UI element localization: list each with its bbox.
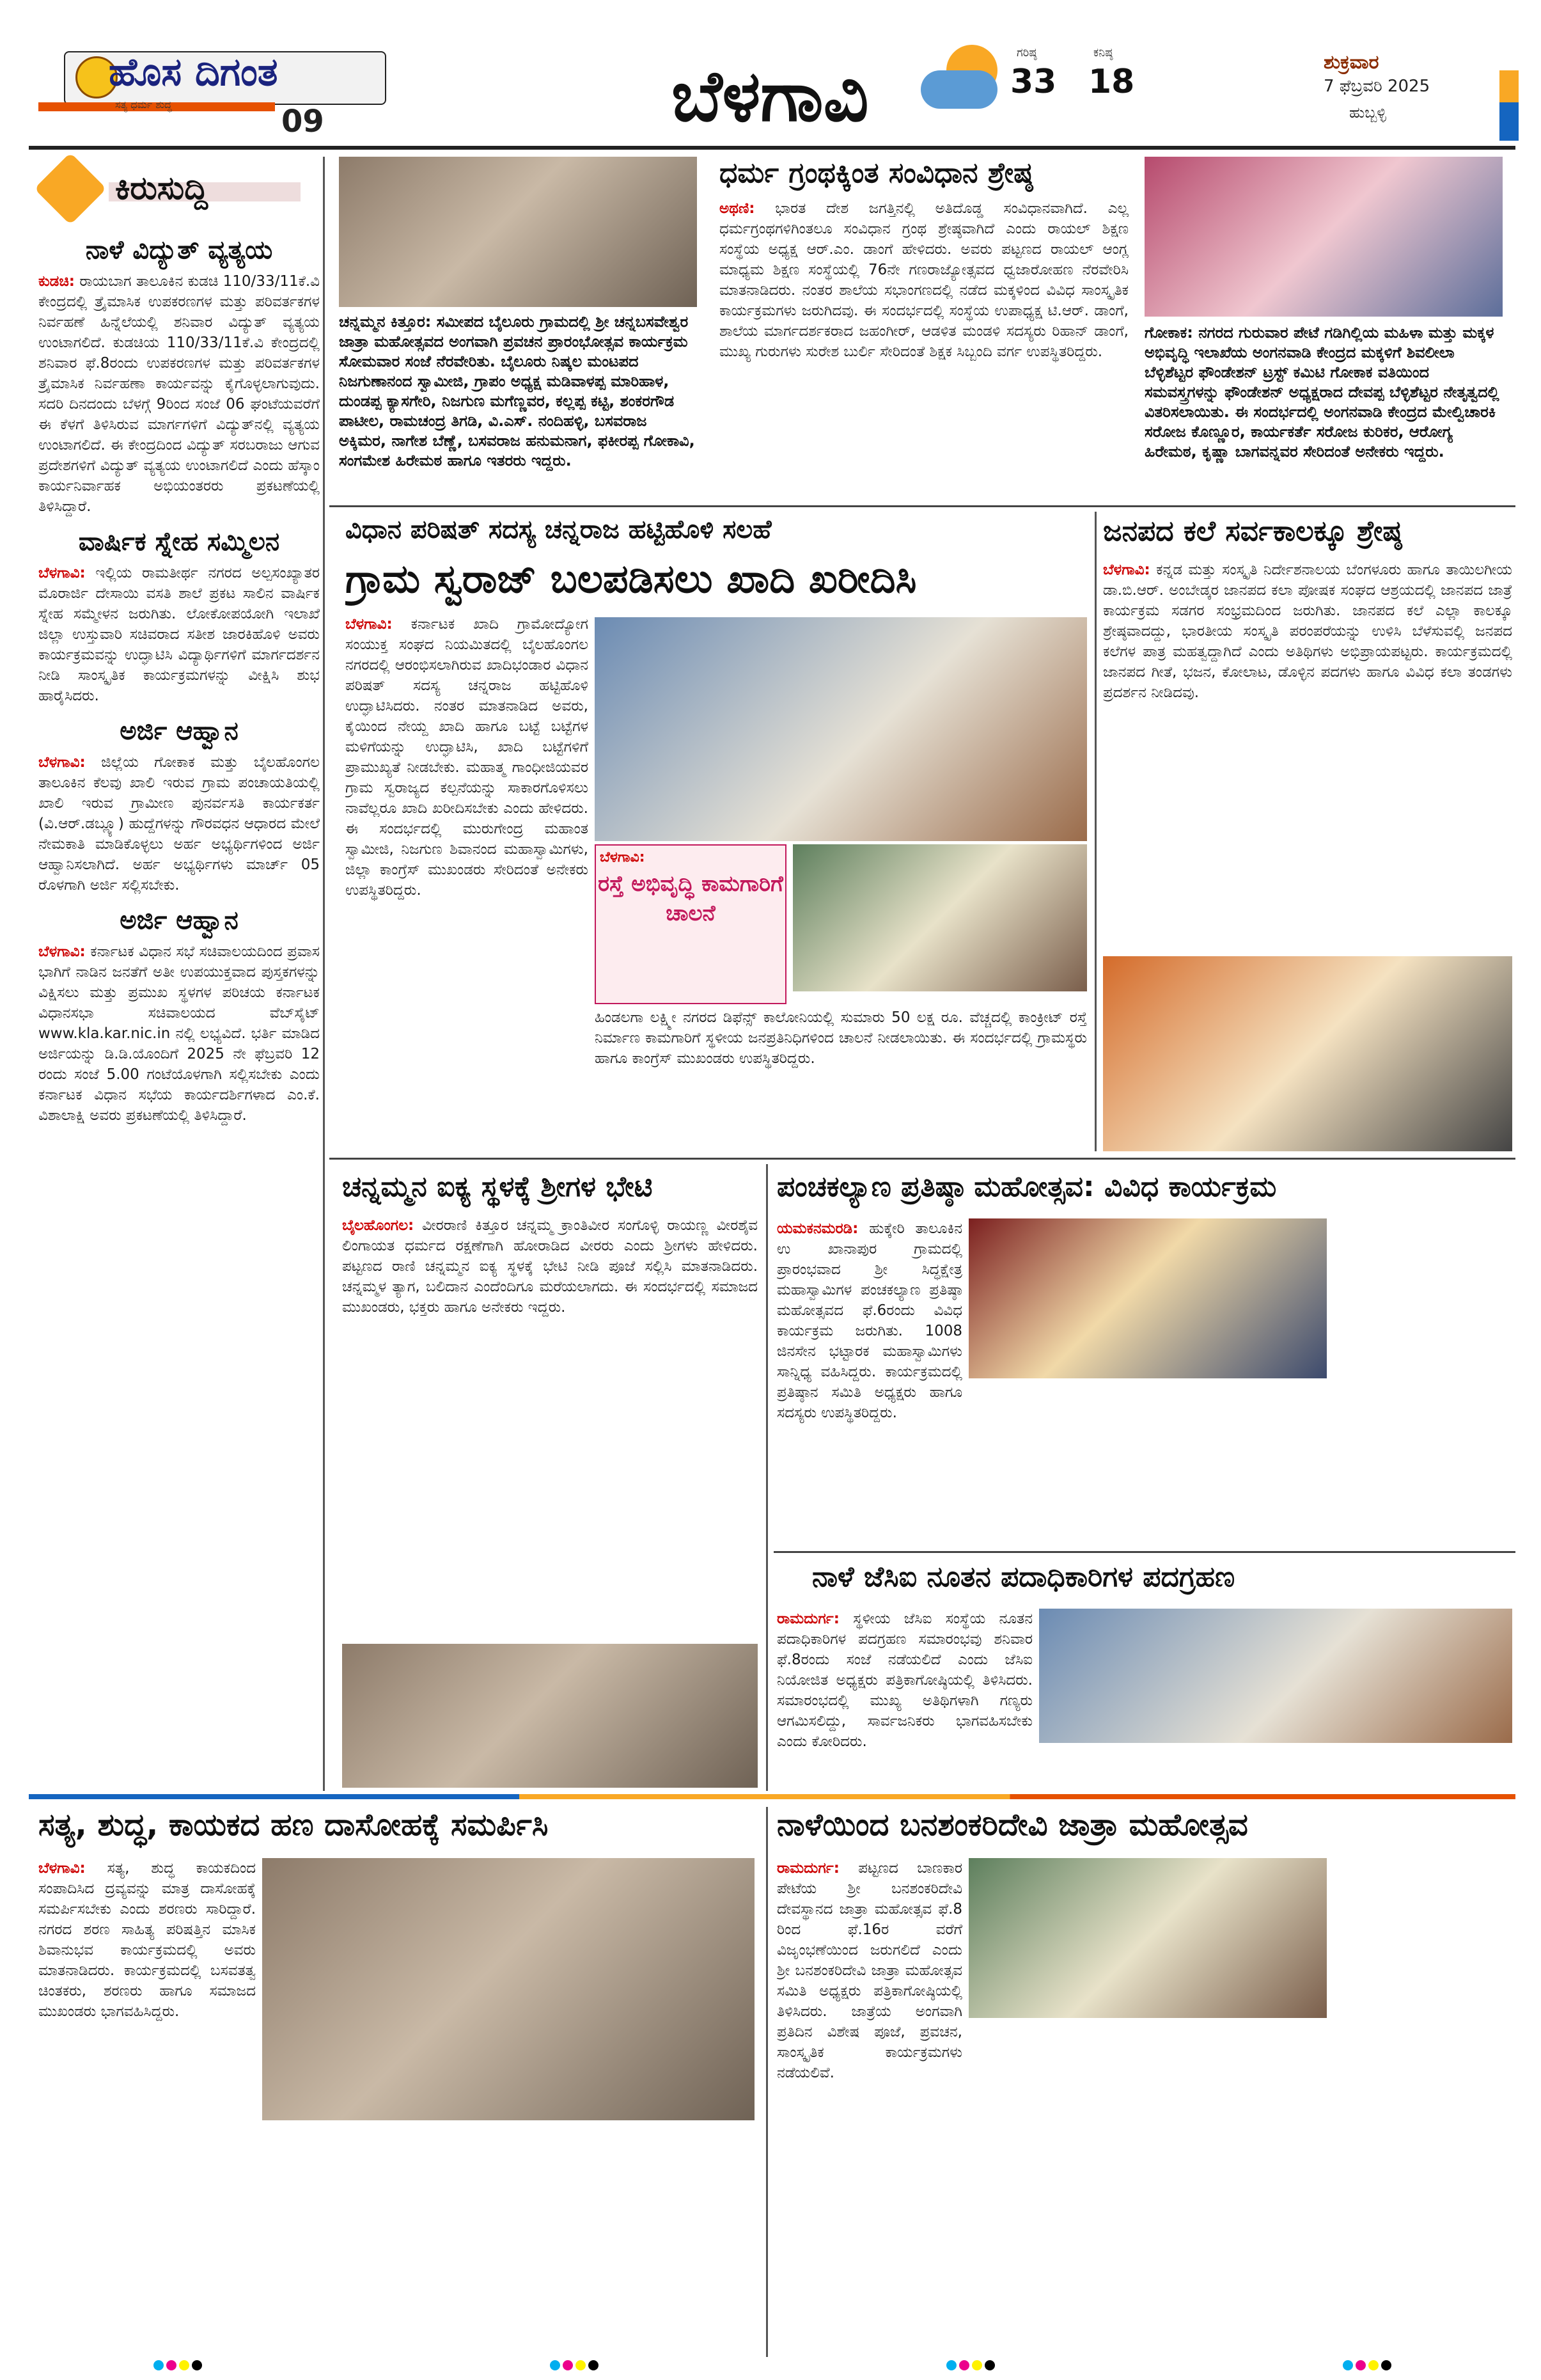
kirusuddi-header <box>38 157 307 233</box>
story-channamma-text: ವೀರರಾಣಿ ಕಿತ್ತೂರ ಚನ್ನಮ್ಮ ಕ್ರಾಂತಿವೀರ ಸಂಗೊಳ್ಳಿ ರಾಯಣ್ಣ ವೀರಶೈವ ಲಿಂಗಾಯತ ಧರ್ಮದ ರಕ್ಷಣೆಗಾಗಿ ಹೋರಾಡಿದ ವೀರರು ಎಂದು ಶ್ರೀಗಳು ಹೇಳಿದರು. ಪಟ್ಟಣದ ರಾಣಿ ಚನ್ನಮ್ಮನ ಐಕ್ಯ ಸ್ಥಳಕ್ಕೆ ಭೇಟಿ ನೀಡಿ ಪೂಜೆ ಸಲ್ಲಿಸಿ ಮಾತನಾಡಿದರು. ಚನ್ನಮ್ಮಳ ತ್ಯಾಗ, ಬಲಿದಾನ ಎಂದೆಂದಿಗೂ ಮರೆಯಲಾಗದು. ಈ ಸಂದರ್ಭದಲ್ಲಿ ಸಮಾಜದ ಮುಖಂಡರು, ಭಕ್ತರು ಹಾಗೂ ಅನೇಕರು ಇದ್ದರು. <box>342 1217 758 1316</box>
brief-headline: ವಾರ್ಷಿಕ ಸ್ನೇಹ ಸಮ್ಮಿಲನ <box>78 527 280 556</box>
headline-jci: ನಾಳೆ ಜೆಸಿಐ ನೂತನ ಪದಾಧಿಕಾರಿಗಳ ಪದಗ್ರಹಣ <box>812 1561 1235 1593</box>
brief-body <box>38 271 320 517</box>
magenta-dot <box>166 2360 176 2370</box>
brief-dateline: ಬೆಳಗಾವಿ: <box>38 754 86 771</box>
cyan-dot <box>550 2360 560 2370</box>
section-divider <box>774 1551 1515 1553</box>
dateline-jci: ರಾಮದುರ್ಗ: <box>777 1611 840 1627</box>
magenta-dot <box>1356 2360 1366 2370</box>
temp-max: 33 <box>1010 63 1057 101</box>
yellow-dot <box>179 2360 189 2370</box>
photo-chikkodi-event <box>339 157 697 307</box>
brief-item <box>38 527 320 706</box>
brief-item <box>38 906 320 1126</box>
photo-panchakalyana <box>969 1218 1327 1378</box>
dateline-khadi: ಬೆಳಗಾವಿ: <box>345 616 393 633</box>
column-divider <box>766 1807 768 2357</box>
yellow-dot <box>972 2360 982 2370</box>
photo-khadi-inauguration <box>595 617 1087 841</box>
brief-headline: ನಾಳೆ ವಿದ್ಯುತ್ ವ್ಯತ್ಯಯ <box>85 235 273 265</box>
magenta-dot <box>959 2360 969 2370</box>
print-registration-marks <box>1343 2360 1394 2372</box>
story-panchakalyana-text: ಹುಕ್ಕೇರಿ ತಾಲೂಕಿನ ಉ ಖಾನಾಪುರ ಗ್ರಾಮದಲ್ಲಿ ಪ್ರಾರಂಭವಾದ ಶ್ರೀ ಸಿದ್ಧಕ್ಷೇತ್ರ ಮಹಾಸ್ವಾಮಿಗಳ ಪಂಚಕಲ್ಯಾಣ ಪ್ರತಿಷ್ಠಾ ಮಹೋತ್ಸವದ ಫೆ.6ರಂದು ವಿವಿಧ ಕಾರ್ಯಕ್ರಮ ಜರುಗಿತು. 1008 ಜಿನಸೇನ ಭಟ್ಟಾರಕ ಮಹಾಸ್ವಾಮಿಗಳು ಸಾನ್ನಿಧ್ಯ ವಹಿಸಿದ್ದರು. ಕಾರ್ಯಕ್ರಮದಲ್ಲಿ ಪ್ರತಿಷ್ಠಾನ ಸಮಿತಿ ಅಧ್ಯಕ್ಷರು ಹಾಗೂ ಸದಸ್ಯರು ಉಪಸ್ಥಿತರಿದ್ದರು. <box>777 1220 962 1421</box>
cyan-dot <box>946 2360 957 2370</box>
photo-channamma-visit <box>342 1644 758 1788</box>
brief-dateline: ಬೆಳಗಾವಿ: <box>38 943 86 960</box>
story-jci-body <box>777 1609 1033 1791</box>
headline-dharma: ಧರ್ಮ ಗ್ರಂಥಕ್ಕಿಂತ ಸಂವಿಧಾನ ಶ್ರೇಷ್ಠ <box>719 157 1033 189</box>
print-registration-marks <box>946 2360 997 2372</box>
black-dot <box>1381 2360 1391 2370</box>
story-khadi-text: ಕರ್ನಾಟಕ ಖಾದಿ ಗ್ರಾಮೋದ್ಯೋಗ ಸಂಯುಕ್ತ ಸಂಘದ ನಿಯಮಿತದಲ್ಲಿ ಬೈಲಹೊಂಗಲ ನಗರದಲ್ಲಿ ಆರಂಭಿಸಲಾಗಿರುವ ಖಾದಿಭಂಡಾರ ವಿಧಾನ ಪರಿಷತ್ ಸದಸ್ಯ ಚನ್ನರಾಜ ಹಟ್ಟಿಹೊಳಿ ಉದ್ಘಾಟಿಸಿದರು. ನಂತರ ಮಾತನಾಡಿದ ಅವರು, ಕೈಯಿಂದ ನೇಯ್ದ ಖಾದಿ ಹಾಗೂ ಬಟ್ಟೆ ಬಟ್ಟೆಗಳ ಮಳಿಗೆಯನ್ನು ಉದ್ಘಾಟಿಸಿ, ಖಾದಿ ಬಟ್ಟೆಗಳಿಗೆ ಪ್ರಾಮುಖ್ಯತೆ ನೀಡಬೇಕು. ಮಹಾತ್ಮ ಗಾಂಧೀಜಿಯವರ ಗ್ರಾಮ ಸ್ವರಾಜ್ಯದ ಕಲ್ಪನೆಯನ್ನು ಸಾಕಾರಗೊಳಿಸಲು ನಾವೆಲ್ಲರೂ ಖಾದಿ ಖರೀದಿಸಬೇಕು ಎಂದು ಹೇಳಿದರು. ಈ ಸಂದರ್ಭದಲ್ಲಿ ಮುರುಗೇಂದ್ರ ಮಹಾಂತ ಸ್ವಾಮೀಜಿ, ನಿಜಗುಣ ಶಿವಾನಂದ ಮಹಾಸ್ವಾಮಿಗಳು, ಜಿಲ್ಲಾ ಕಾಂಗ್ರೆಸ್ ಮುಖಂಡರು ಸೇರಿದಂತೆ ಅನೇಕರು ಉಪಸ್ಥಿತರಿದ್ದರು. <box>345 616 588 899</box>
column-divider <box>766 1164 768 1791</box>
photo-jci-press <box>1039 1609 1512 1743</box>
page-number: 09 <box>281 104 324 139</box>
headline-channamma: ಚನ್ನಮ್ಮನ ಐಕ್ಯ ಸ್ಥಳಕ್ಕೆ ಶ್ರೀಗಳ ಭೇಟಿ <box>342 1170 653 1203</box>
headline-janapada: ಜನಪದ ಕಲೆ ಸರ್ವಕಾಲಕ್ಕೂ ಶ್ರೇಷ್ಠ <box>1103 515 1402 548</box>
cyan-dot <box>1343 2360 1353 2370</box>
story-khadi-body <box>345 614 588 1151</box>
story-banashankari-body <box>777 1858 962 2351</box>
brief-item <box>38 235 320 517</box>
brief-body <box>38 563 320 706</box>
brief-body <box>38 942 320 1126</box>
photo-road-work <box>793 844 1087 991</box>
headline-panchakalyana: ಪಂಚಕಲ್ಯಾಣ ಪ್ರತಿಷ್ಠಾ ಮಹೋತ್ಸವ: ವಿವಿಧ ಕಾರ್ಯಕ್ರಮ <box>777 1170 1277 1203</box>
black-dot <box>985 2360 995 2370</box>
dateline-banashankari: ರಾಮದುರ್ಗ: <box>777 1860 840 1877</box>
dateline-janapada: ಬೆಳಗಾವಿ: <box>1103 562 1150 578</box>
photo-gokak-anganwadi <box>1145 157 1503 317</box>
dateline-block <box>1324 51 1515 141</box>
caption-gokak: ಗೋಕಾಕ: ನಗರದ ಗುರುವಾರ ಪೇಟೆ ಗಡಿಗಿಲ್ಲಿಯ ಮಹಿಳಾ ಮತ್ತು ಮಕ್ಕಳ ಅಭಿವೃದ್ಧಿ ಇಲಾಖೆಯ ಅಂಗನವಾಡಿ ಕೇಂದ್ರದ ಮಕ್ಕಳಿಗೆ ಶಿವಲೀಲಾ ಬೆಳ್ಳಿಶೆಟ್ಟರ ಫೌಂಡೇಶನ್ ಟ್ರಸ್ಟ್ ಕಮಿಟಿ ಗೋಕಾಕ ವತಿಯಿಂದ ಸಮವಸ್ತ್ರಗಳನ್ನು ಫೌಂಡೇಶನ್ ಅಧ್ಯಕ್ಷರಾದ ದೇವಪ್ಪ ಬೆಳ್ಳಿಶೆಟ್ಟರ ನೇತೃತ್ವದಲ್ಲಿ ವಿತರಿಸಲಾಯಿತು. ಈ ಸಂದರ್ಭದಲ್ಲಿ ಅಂಗನವಾಡಿ ಕೇಂದ್ರದ ಮೇಲ್ವಿಚಾರಕಿ ಸರೋಜ ಕೊಣ್ಣೂರ, ಕಾರ್ಯಕರ್ತೆ ಸರೋಜ ಕುರಿಕರ, ಆರೋಗ್ಯ ಹಿರೇಮಠ, ಕೃಷ್ಣಾ ಬಾಗವನ್ನವರ ಸೇರಿದಂತೆ ಅನೇಕರು ಇದ್ದರು. <box>1145 324 1499 461</box>
photo-dasoha-program <box>262 1858 755 2120</box>
weather-icon <box>921 45 1010 122</box>
brief-text: ರಾಯಬಾಗ ತಾಲೂಕಿನ ಕುಡಚಿ 110/33/11ಕೆ.ವಿ ಕೇಂದ್ರದಲ್ಲಿ ತ್ರೈಮಾಸಿಕ ಉಪಕರಣಗಳ ಮತ್ತು ಪರಿವರ್ತಕಗಳ ನಿರ್ವಹಣೆ ಹಿನ್ನೆಲೆಯಲ್ಲಿ ಶನಿವಾರ ವಿದ್ಯುತ್ ವ್ಯತ್ಯಯ ಉಂಟಾಗಲಿದೆ. ಕುಡಚಿಯ 110/33/11ಕೆ.ವಿ ಕೇಂದ್ರದಲ್ಲಿ ಶನಿವಾರ ಫೆ.8ರಂದು ಉಪಕರಣಗಳ ಮತ್ತು ಪರಿವರ್ತಕಗಳ ತ್ರೈಮಾಸಿಕ ನಿರ್ವಹಣಾ ಕಾರ್ಯವನ್ನು ಕೈಗೊಳ್ಳಲಾಗುವುದು. ಸದರಿ ದಿನದಂದು ಬೆಳಗ್ಗೆ 9ರಿಂದ ಸಂಜೆ 06 ಘಂಟೆಯವರೆಗೆ ಈ ಕೆಳಗೆ ತಿಳಿಸಿರುವ ಮಾರ್ಗಗಳಿಗೆ ವಿದ್ಯುತ್‌ನಲ್ಲಿ ವ್ಯತ್ಯಯ ಉಂಟಾಗಲಿದೆ. ಈ ಕೇಂದ್ರದಿಂದ ವಿದ್ಯುತ್ ಸರಬರಾಜು ಆಗುವ ಪ್ರದೇಶಗಳಿಗೆ ವಿದ್ಯುತ್ ವ್ಯತ್ಯಯ ಉಂಟಾಗಲಿದೆ ಎಂದು ಹೆಸ್ಕಾಂ ಕಾರ್ಯನಿರ್ವಾಹಕ ಅಭಿಯಂತರರು ಪ್ರಕಟಣೆಯಲ್ಲಿ ತಿಳಿಸಿದ್ದಾರೆ. <box>38 273 320 515</box>
story-dasoha-body <box>38 1858 256 2351</box>
headline-banashankari: ನಾಳೆಯಿಂದ ಬನಶಂಕರಿದೇವಿ ಜಾತ್ರಾ ಮಹೋತ್ಸವ <box>777 1807 1248 1843</box>
brief-item <box>38 716 320 895</box>
story-dharma-text: ಭಾರತ ದೇಶ ಜಗತ್ತಿನಲ್ಲಿ ಅತಿದೊಡ್ಡ ಸಂವಿಧಾನವಾಗಿದೆ. ಎಲ್ಲ ಧರ್ಮಗ್ರಂಥಗಳಿಗಿಂತಲೂ ಸಂವಿಧಾನ ಗ್ರಂಥ ಶ್ರೇಷ್ಠವಾಗಿದೆ ಎಂದು ರಾಯಲ್ ಶಿಕ್ಷಣ ಸಂಸ್ಥೆಯ ಅಧ್ಯಕ್ಷ ಆರ್.ಎಂ. ಡಾಂಗೆ ಹೇಳಿದರು. ಅವರು ಪಟ್ಟಣದ ರಾಯಲ್ ಆಂಗ್ಲ ಮಾಧ್ಯಮ ಶಿಕ್ಷಣ ಸಂಸ್ಥೆಯಲ್ಲಿ 76ನೇ ಗಣರಾಜ್ಯೋತ್ಸವದ ಧ್ವಜಾರೋಹಣ ನೆರವೇರಿಸಿ ಮಾತನಾಡಿದರು. ನಂತರ ಶಾಲೆಯ ಸಭಾಂಗಣದಲ್ಲಿ ನಡೆದ ಮಕ್ಕಳಿಂದ ವಿವಿಧ ಸಾಂಸ್ಕೃತಿಕ ಕಾರ್ಯಕ್ರಮಗಳು ಜರುಗಿದವು. ಈ ಸಂದರ್ಭದಲ್ಲಿ ಸಂಸ್ಥೆಯ ಉಪಾಧ್ಯಕ್ಷ ಟಿ.ಆರ್. ಡಾಂಗೆ, ಶಾಲೆಯ ಮಾರ್ಗದರ್ಶಕರಾದ ಜಹಂಗೀರ್, ಆಡಳಿತ ಮಂಡಳಿ ಸದಸ್ಯರು ರಿಹಾನ್ ಡಾಂಗೆ, ಮುಖ್ಯ ಗುರುಗಳು ಸುರೇಶ ಬುರ್ಲಿ ಸೇರಿದಂತೆ ಶಿಕ್ಷಕ ಸಿಬ್ಬಂದಿ ವರ್ಗ ಉಪಸ್ಥಿತರಿದ್ದರು. <box>719 200 1129 360</box>
story-jci-text: ಸ್ಥಳೀಯ ಜೆಸಿಐ ಸಂಸ್ಥೆಯ ನೂತನ ಪದಾಧಿಕಾರಿಗಳ ಪದಗ್ರಹಣ ಸಮಾರಂಭವು ಶನಿವಾರ ಫೆ.8ರಂದು ಸಂಜೆ ನಡೆಯಲಿದೆ ಎಂದು ಜೆಸಿಐ ನಿಯೋಜಿತ ಅಧ್ಯಕ್ಷರು ಪತ್ರಿಕಾಗೋಷ್ಠಿಯಲ್ಲಿ ತಿಳಿಸಿದರು. ಸಮಾರಂಭದಲ್ಲಿ ಮುಖ್ಯ ಅತಿಥಿಗಳಾಗಿ ಗಣ್ಯರು ಆಗಮಿಸಲಿದ್ದು, ಸಾರ್ವಜನಿಕರು ಭಾಗವಹಿಸಬೇಕು ಎಂದು ಕೋರಿದರು. <box>777 1611 1033 1750</box>
story-janapada-body <box>1103 560 1512 950</box>
brief-dateline: ಕುಡಚಿ: <box>38 273 75 290</box>
brief-text: ಇಲ್ಲಿಯ ರಾಮತೀರ್ಥ ನಗರದ ಅಲ್ಪಸಂಖ್ಯಾತರ ಮೊರಾರ್ಜಿ ದೇಸಾಯಿ ವಸತಿ ಶಾಲೆ ಪ್ರಕಟ ಸಾಲಿನ ವಾರ್ಷಿಕ ಸ್ನೇಹ ಸಮ್ಮೇಳನ ಜರುಗಿತು. ಲೋಕೋಪಯೋಗಿ ಇಲಾಖೆ ಜಿಲ್ಲಾ ಉಸ್ತುವಾರಿ ಸಚಿವರಾದ ಸತೀಶ ಜಾರಕಿಹೊಳಿ ಅವರು ಕಾರ್ಯಕ್ರಮವನ್ನು ಉದ್ಘಾಟಿಸಿ ವಿದ್ಯಾರ್ಥಿಗಳಿಗೆ ಮಾರ್ಗದರ್ಶನ ನೀಡಿ ಸಾಂಸ್ಕೃತಿಕ ಕಾರ್ಯಕ್ರಮಗಳನ್ನು ವೀಕ್ಷಿಸಿ ಶುಭ ಹಾರೈಸಿದರು. <box>38 565 320 704</box>
dateline-channamma: ಬೈಲಹೊಂಗಲ: <box>342 1217 414 1234</box>
brief-dateline: ಬೆಳಗಾವಿ: <box>38 565 86 581</box>
issue-date: 7 ಫೆಬ್ರವರಿ 2025 <box>1324 77 1430 96</box>
black-dot <box>588 2360 598 2370</box>
dateline-panchakalyana: ಯಮಕನಮರಡಿ: <box>777 1220 859 1237</box>
story-channamma-body <box>342 1215 758 1637</box>
story-banashankari-text: ಪಟ್ಟಣದ ಬಾಣಕಾರ ಪೇಟೆಯ ಶ್ರೀ ಬನಶಂಕರಿದೇವಿ ದೇವಸ್ಥಾನದ ಜಾತ್ರಾ ಮಹೋತ್ಸವ ಫೆ.8 ರಿಂದ ಫೆ.16ರ ವರೆಗೆ ವಿಜೃಂಭಣೆಯಿಂದ ಜರುಗಲಿದೆ ಎಂದು ಶ್ರೀ ಬನಶಂಕರಿದೇವಿ ಜಾತ್ರಾ ಮಹೋತ್ಸವ ಸಮಿತಿ ಅಧ್ಯಕ್ಷರು ಪತ್ರಿಕಾಗೋಷ್ಠಿಯಲ್ಲಿ ತಿಳಿಸಿದರು. ಜಾತ್ರೆಯ ಅಂಗವಾಗಿ ಪ್ರತಿದಿನ ವಿಶೇಷ ಪೂಜೆ, ಪ್ರವಚನ, ಸಾಂಸ್ಕೃತಿಕ ಕಾರ್ಯಕ್ರಮಗಳು ನಡೆಯಲಿವೆ. <box>777 1860 962 2081</box>
temp-min-label: ಕನಿಷ್ಠ <box>1093 46 1113 59</box>
yellow-dot <box>575 2360 586 2370</box>
headline-road: ರಸ್ತೆ ಅಭಿವೃದ್ಧಿ ಕಾಮಗಾರಿಗೆ ಚಾಲನೆ <box>598 871 783 926</box>
kirusuddi-column <box>38 230 320 1797</box>
temp-max-label: ಗರಿಷ್ಠ <box>1017 46 1037 59</box>
masthead-logo <box>38 45 396 141</box>
brief-text: ಕರ್ನಾಟಕ ವಿಧಾನ ಸಭೆ ಸಚಿವಾಲಯದಿಂದ ಪ್ರವಾಸ ಭಾಗಿಗೆ ನಾಡಿನ ಜನತೆಗೆ ಅತೀ ಉಪಯುಕ್ತವಾದ ಪುಸ್ತಕಗಳನ್ನು ವಿಕ್ಷಿಸಲು ಮತ್ತು ಪ್ರಮುಖ ಸ್ಥಳಗಳ ಪರಿಚಯ ಕರ್ನಾಟಕ ವಿಧಾನಸಭಾ ಸಚಿವಾಲಯದ ವೆಬ್‌ಸೈಟ್‌ www.kla.kar.nic.in ನಲ್ಲಿ ಲಭ್ಯವಿದೆ. ಭರ್ತಿ ಮಾಡಿದ ಅರ್ಜಿಯನ್ನು ಡಿ.ಡಿ.ಯೊಂದಿಗೆ 2025 ನೇ ಫೆಬ್ರವರಿ 12 ರಂದು ಸಂಜೆ 5.00 ಗಂಟೆಯೊಳಗಾಗಿ ಸಲ್ಲಿಸಬೇಕು ಎಂದು ಕರ್ನಾಟಕ ವಿಧಾನ ಸಭೆಯ ಕಾರ್ಯದರ್ಶಿಗಳಾದ ಎಂ.ಕೆ. ವಿಶಾಲಾಕ್ಷಿ ಅವರು ಪ್ರಕಟಣೆಯಲ್ಲಿ ತಿಳಿಸಿದ್ದಾರೆ. <box>38 943 320 1124</box>
section-divider <box>329 1158 1515 1160</box>
masthead-rule <box>29 146 1515 150</box>
weekday: ಶುಕ್ರವಾರ <box>1324 51 1379 74</box>
headline-khadi: ಗ್ರಾಮ ಸ್ವರಾಜ್ ಬಲಪಡಿಸಲು ಖಾದಿ ಖರೀದಿಸಿ <box>345 555 917 602</box>
paper-tagline: ಸತ್ಯ ಧರ್ಮ ಶುದ್ಧ <box>115 99 172 111</box>
brief-text: ಜಿಲ್ಲೆಯ ಗೋಕಾಕ ಮತ್ತು ಬೈಲಹೊಂಗಲ ತಾಲೂಕಿನ ಕೆಲವು ಖಾಲಿ ಇರುವ ಗ್ರಾಮ ಪಂಚಾಯತಿಯಲ್ಲಿ ಖಾಲಿ ಇರುವ ಗ್ರಾಮೀಣ ಪುನರ್ವಸತಿ ಕಾರ್ಯಕರ್ತ (ವಿ.ಆರ್.ಡಬ್ಲ್ಯೂ) ಹುದ್ದೆಗಳನ್ನು ಗೌರವಧನ ಆಧಾರದ ಮೇಲೆ ನೇಮಕಾತಿ ಮಾಡಿಕೊಳ್ಳಲು ಅರ್ಹ ಅಭ್ಯರ್ಥಿಗಳಿಂದ ಅರ್ಜಿ ಆಹ್ವಾನಿಸಲಾಗಿದೆ. ಅರ್ಹ ಅಭ್ಯರ್ಥಿಗಳು ಮಾರ್ಚ್ 05 ರೊಳಗಾಗಿ ಅರ್ಜಿ ಸಲ್ಲಿಸಬೇಕು. <box>38 754 320 894</box>
issue-place: ಹುಬ್ಬಳ್ಳಿ <box>1349 104 1386 122</box>
magenta-dot <box>563 2360 573 2370</box>
temp-min: 18 <box>1088 63 1135 101</box>
dateline-dharma: ಅಥಣಿ: <box>719 200 755 217</box>
story-panchakalyana-body <box>777 1218 962 1545</box>
dateline-dasoha: ಬೆಳಗಾವಿ: <box>38 1860 86 1877</box>
story-dasoha-text: ಸತ್ಯ, ಶುದ್ಧ ಕಾಯಕದಿಂದ ಸಂಪಾದಿಸಿದ ದ್ರವ್ಯವನ್ನು ಮಾತ್ರ ದಾಸೋಹಕ್ಕೆ ಸಮರ್ಪಿಸಬೇಕು ಎಂದು ಶರಣರು ಸಾರಿದ್ದಾರೆ. ನಗರದ ಶರಣ ಸಾಹಿತ್ಯ ಪರಿಷತ್ತಿನ ಮಾಸಿಕ ಶಿವಾನುಭವ ಕಾರ್ಯಕ್ರಮದಲ್ಲಿ ಅವರು ಮಾತನಾಡಿದರು. ಕಾರ್ಯಕ್ರಮದಲ್ಲಿ ಬಸವತತ್ವ ಚಿಂತಕರು, ಶರಣರು ಹಾಗೂ ಸಮಾಜದ ಮುಖಂಡರು ಭಾಗವಹಿಸಿದ್ದರು. <box>38 1860 256 2020</box>
print-registration-marks <box>153 2360 205 2372</box>
brief-headline: ಅರ್ಜಿ ಆಹ್ವಾನ <box>120 716 239 746</box>
photo-janapada-event <box>1103 956 1512 1151</box>
inset-road-story <box>595 844 786 1004</box>
color-bar <box>1499 102 1519 141</box>
yellow-dot <box>1368 2360 1379 2370</box>
brief-body <box>38 752 320 895</box>
edition-name: ಬೆಳಗಾವಿ <box>671 55 869 137</box>
headline-dasoha: ಸತ್ಯ, ಶುದ್ಧ, ಕಾಯಕದ ಹಣ ದಾಸೋಹಕ್ಕೆ ಸಮರ್ಪಿಸಿ <box>38 1807 549 1843</box>
section-divider <box>329 505 1515 507</box>
section-stripe <box>29 1794 1515 1799</box>
photo-banashankari-press <box>969 1858 1327 2018</box>
temperature <box>1010 46 1164 123</box>
brief-headline: ಅರ್ಜಿ ಆಹ್ವಾನ <box>120 906 239 935</box>
cloud-icon <box>921 70 997 109</box>
column-divider <box>323 157 325 1791</box>
paper-name: ಹೊಸ ದಿಗಂತ <box>109 50 278 95</box>
color-bar <box>1499 70 1519 102</box>
black-dot <box>192 2360 202 2370</box>
story-dharma-body <box>719 198 1129 505</box>
kirusuddi-title: ಕಿರುಸುದ್ದಿ <box>115 169 208 207</box>
caption-chikkodi: ಚನ್ನಮ್ಮನ ಕಿತ್ತೂರ: ಸಮೀಪದ ಬೈಲೂರು ಗ್ರಾಮದಲ್ಲಿ ಶ್ರೀ ಚನ್ನಬಸವೇಶ್ವರ ಜಾತ್ರಾ ಮಹೋತ್ಸವದ ಅಂಗವಾಗಿ ಪ್ರವಚನ ಪ್ರಾರಂಭೋತ್ಸವ ಕಾರ್ಯಕ್ರಮ ಸೋಮವಾರ ಸಂಜೆ ನೆರವೇರಿತು. ಬೈಲೂರು ನಿಷ್ಕಲ ಮಂಟಪದ ನಿಜಗುಣಾನಂದ ಸ್ವಾಮೀಜಿ, ಗ್ರಾಪಂ ಅಧ್ಯಕ್ಷ ಮಡಿವಾಳಪ್ಪ ಮಾರಿಹಾಳ, ದುಂಡಪ್ಪ ಕ್ಯಾಸಗೇರಿ, ನಿಜಗುಣ ಮಗೆಣ್ಣವರ, ಕಲ್ಲಪ್ಪ ಕಟ್ಟಿ, ಶಂಕರಗೌಡ ಪಾಟೀಲ, ರಾಮಚಂದ್ರ ತಿಗಡಿ, ವಿ.ಎಸ್. ನಂದಿಹಳ್ಳಿ, ಬಸವರಾಜ ಅಕ್ಕಿಮರ, ನಾಗೇಶ ಬೆಣ್ಣೆ, ಬಸವರಾಜ ಹನುಮನಾಗ, ಫಕೀರಪ್ಪ ಗೋಕಾವಿ, ಸಂಗಮೇಶ ಹಿರೇಮಠ ಹಾಗೂ ಇತರರು ಇದ್ದರು. <box>339 313 695 469</box>
kicker-khadi: ವಿಧಾನ ಪರಿಷತ್ ಸದಸ್ಯ ಚನ್ನರಾಜ ಹಟ್ಟಿಹೊಳಿ ಸಲಹೆ <box>345 515 772 544</box>
print-registration-marks <box>550 2360 601 2372</box>
story-janapada-text: ಕನ್ನಡ ಮತ್ತು ಸಂಸ್ಕೃತಿ ನಿರ್ದೇಶನಾಲಯ ಬೆಂಗಳೂರು ಹಾಗೂ ತಾಯಿಲಗೀಯ ಡಾ.ಬಿ.ಆರ್. ಅಂಬೇಡ್ಕರ ಜಾನಪದ ಕಲಾ ಪೋಷಕ ಸಂಘದ ಆಶ್ರಯದಲ್ಲಿ ಜಾನಪದ ಜಾತ್ರೆ ಕಾರ್ಯಕ್ರಮ ಸಡಗರ ಸಂಭ್ರಮದಿಂದ ಜರುಗಿತು. ಜಾನಪದ ಕಲೆ ಎಲ್ಲಾ ಕಾಲಕ್ಕೂ ಶ್ರೇಷ್ಠವಾದದ್ದು, ಭಾರತೀಯ ಸಂಸ್ಕೃತಿ ಪರಂಪರೆಯನ್ನು ಉಳಿಸಿ ಬೆಳೆಸುವಲ್ಲಿ ಜನಪದ ಕಲೆಗಳ ಪಾತ್ರ ಮಹತ್ವದ್ದಾಗಿದೆ ಎಂದು ಅತಿಥಿಗಳು ಅಭಿಪ್ರಾಯಪಟ್ಟರು. ಕಾರ್ಯಕ್ರಮದಲ್ಲಿ ಜಾನಪದ ಗೀತೆ, ಭಜನ, ಕೋಲಾಟ, ಡೊಳ್ಳಿನ ಪದಗಳು ಹಾಗೂ ವಿವಿಧ ಕಲಾ ತಂಡಗಳು ಪ್ರದರ್ಶನ ನೀಡಿದವು. <box>1103 562 1512 701</box>
story-road-body: ಹಿಂಡಲಗಾ ಲಕ್ಷ್ಮೀ ನಗರದ ಡಿಫೆನ್ಸ್ ಕಾಲೋನಿಯಲ್ಲಿ ಸುಮಾರು 50 ಲಕ್ಷ ರೂ. ವೆಚ್ಚದಲ್ಲಿ ಕಾಂಕ್ರೀಟ್ ರಸ್ತೆ ನಿರ್ಮಾಣ ಕಾಮಗಾರಿಗೆ ಸ್ಥಳೀಯ ಜನಪ್ರತಿನಿಧಿಗಳಿಂದ ಚಾಲನೆ ನೀಡಲಾಯಿತು. ಈ ಸಂದರ್ಭದಲ್ಲಿ ಗ್ರಾಮಸ್ಥರು ಹಾಗೂ ಕಾಂಗ್ರೆಸ್ ಮುಖಂಡರು ಉಪಸ್ಥಿತರಿದ್ದರು. <box>595 1009 1087 1067</box>
dateline-road: ಬೆಳಗಾವಿ: <box>600 849 645 865</box>
column-divider <box>1095 512 1097 1151</box>
hand-icon <box>34 152 106 225</box>
cyan-dot <box>153 2360 164 2370</box>
